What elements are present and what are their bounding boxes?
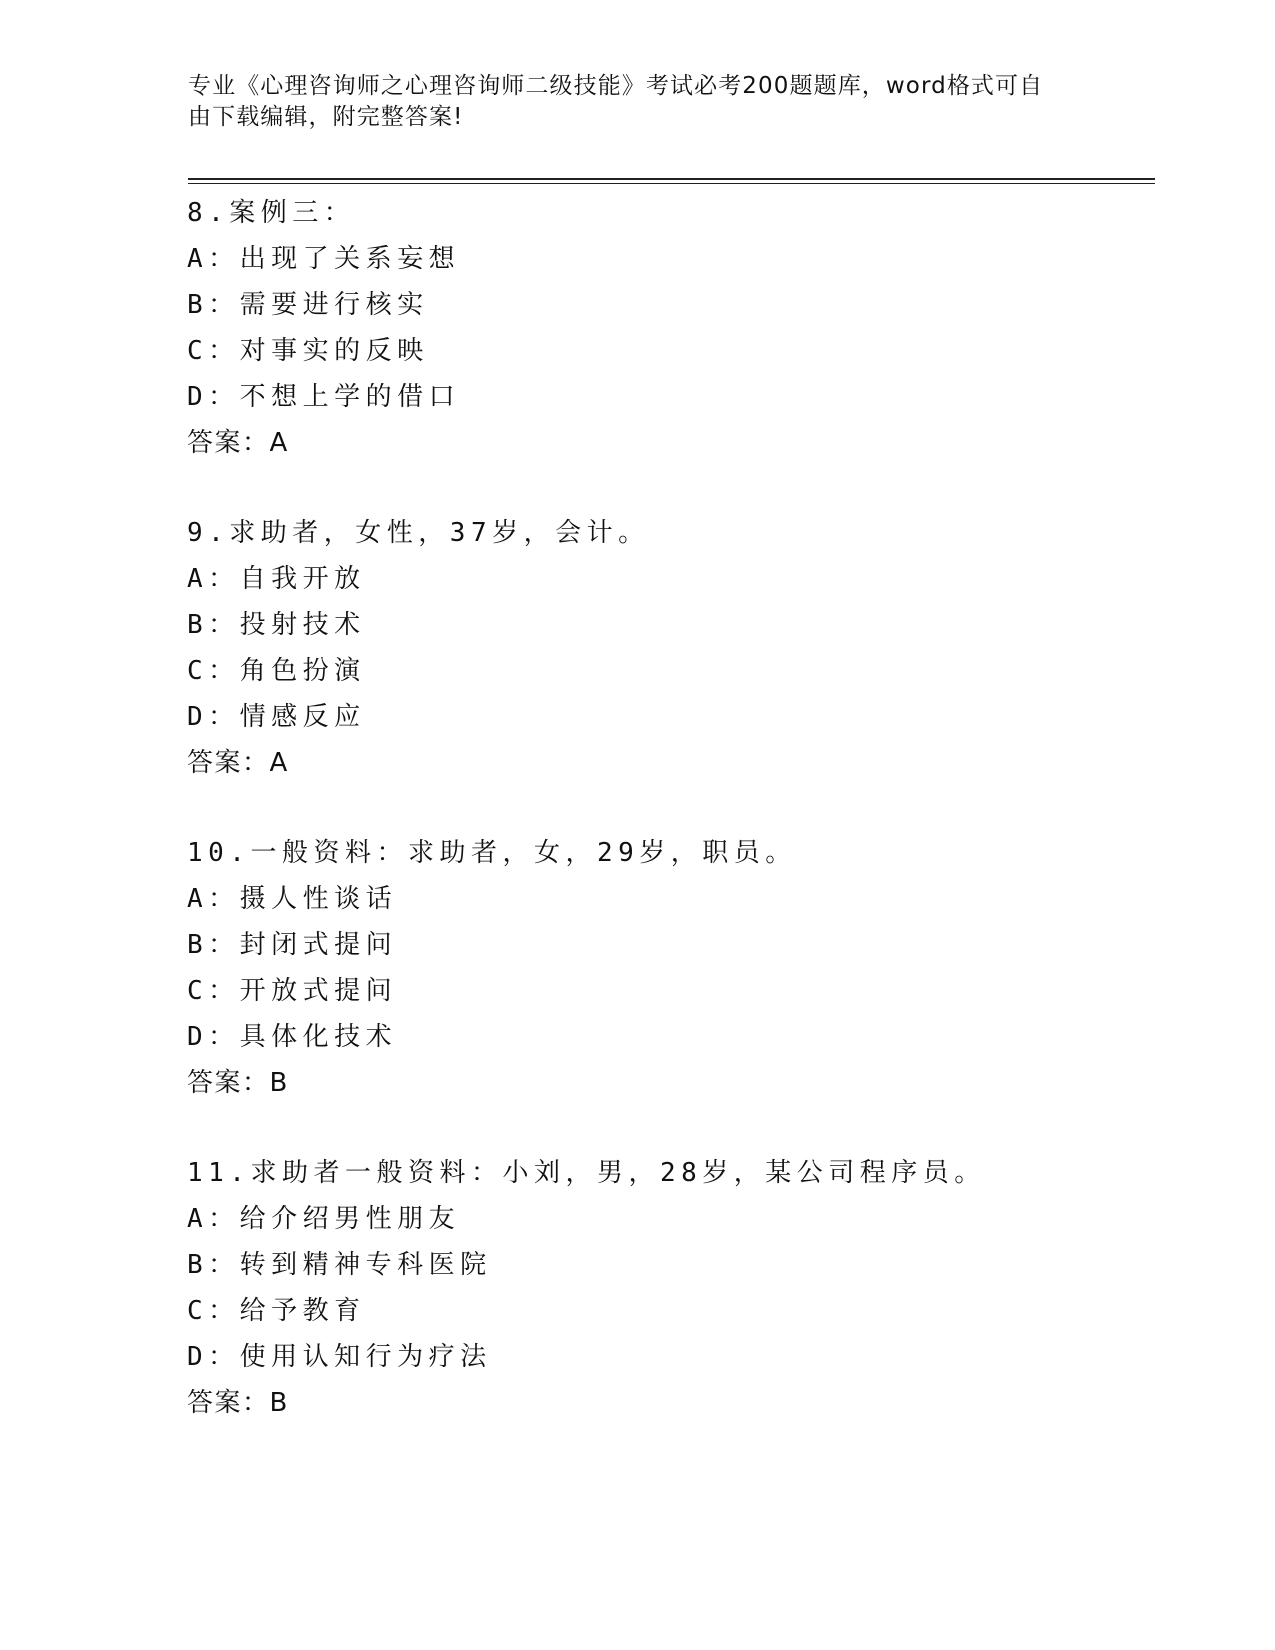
document-header: [188, 71, 1068, 133]
option-b: B：转到精神专科医院: [187, 1250, 492, 1280]
option-a: A：自我开放: [187, 564, 366, 594]
header-divider-bottom: [188, 183, 1155, 184]
answer: 答案：B: [187, 1388, 289, 1418]
header-line-2: 由下载编辑，附完整答案!: [188, 104, 464, 130]
option-c: C：给予教育: [187, 1296, 366, 1326]
question-10: [187, 830, 1087, 1106]
question-stem: 9.求助者，女性，37岁，会计。: [187, 518, 650, 548]
option-d: D：不想上学的借口: [187, 382, 461, 412]
header-divider-top: [188, 178, 1155, 180]
option-b: B：需要进行核实: [187, 290, 429, 320]
answer: 答案：B: [187, 1068, 289, 1098]
question-stem: 8.案例三：: [187, 198, 356, 228]
option-c: C：对事实的反映: [187, 336, 429, 366]
question-stem: 10.一般资料：求助者，女，29岁，职员。: [187, 838, 797, 868]
question-stem: 11.求助者一般资料：小刘，男，28岁，某公司程序员。: [187, 1158, 986, 1188]
option-c: C：角色扮演: [187, 656, 366, 686]
option-b: B：投射技术: [187, 610, 366, 640]
option-d: D：情感反应: [187, 702, 366, 732]
option-d: D：具体化技术: [187, 1022, 398, 1052]
question-8: [187, 190, 1087, 466]
answer: 答案：A: [187, 748, 289, 778]
option-a: A：出现了关系妄想: [187, 244, 461, 274]
option-a: A：摄人性谈话: [187, 884, 398, 914]
question-9: [187, 510, 1087, 786]
answer: 答案：A: [187, 428, 289, 458]
option-a: A：给介绍男性朋友: [187, 1204, 461, 1234]
option-b: B：封闭式提问: [187, 930, 398, 960]
question-11: [187, 1150, 1087, 1426]
option-c: C：开放式提问: [187, 976, 398, 1006]
header-line-1: 专业《心理咨询师之心理咨询师二级技能》考试必考200题题库，word格式可自: [188, 73, 1044, 99]
option-d: D：使用认知行为疗法: [187, 1342, 492, 1372]
